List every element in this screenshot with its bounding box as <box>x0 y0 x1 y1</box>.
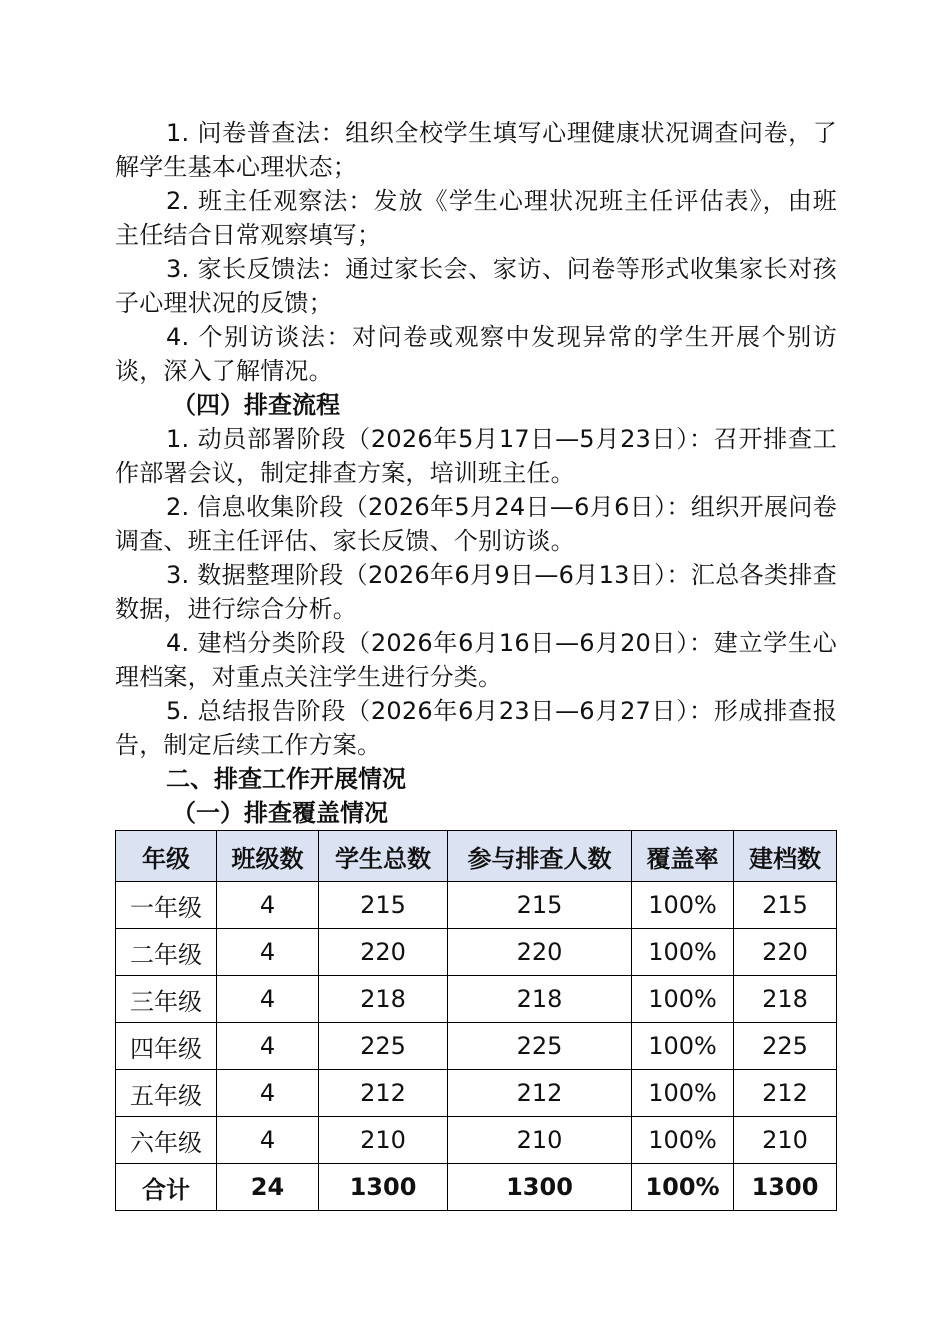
header-grade: 年级 <box>116 831 217 882</box>
cell-grade: 五年级 <box>116 1070 217 1117</box>
total-class-count: 24 <box>217 1164 319 1211</box>
total-participants: 1300 <box>448 1164 632 1211</box>
cell-files: 215 <box>734 882 837 929</box>
cell-grade: 一年级 <box>116 882 217 929</box>
table-total-row <box>116 1164 837 1211</box>
cell-participants: 210 <box>448 1117 632 1164</box>
header-class-count: 班级数 <box>217 831 319 882</box>
cell-coverage-rate: 100% <box>632 929 734 976</box>
cell-coverage-rate: 100% <box>632 882 734 929</box>
cell-files: 218 <box>734 976 837 1023</box>
cell-grade: 二年级 <box>116 929 217 976</box>
method-item-1: 1. 问卷普查法：组织全校学生填写心理健康状况调查问卷，了解学生基本心理状态； <box>115 119 837 181</box>
coverage-table <box>115 830 837 1211</box>
cell-student-total: 210 <box>319 1117 448 1164</box>
process-step-5: 5. 总结报告阶段（2026年6月23日—6月27日）：形成排查报告，制定后续工作方案。 <box>115 697 837 759</box>
table-row <box>116 976 837 1023</box>
cell-participants: 212 <box>448 1070 632 1117</box>
method-item-3: 3. 家长反馈法：通过家长会、家访、问卷等形式收集家长对孩子心理状况的反馈； <box>115 255 837 317</box>
cell-class-count: 4 <box>217 1070 319 1117</box>
process-step-3: 3. 数据整理阶段（2026年6月9日—6月13日）：汇总各类排查数据，进行综合分析。 <box>115 561 837 623</box>
process-step-2: 2. 信息收集阶段（2026年5月24日—6月6日）：组织开展问卷调查、班主任评估、家长反馈、个别访谈。 <box>115 493 837 555</box>
cell-files: 210 <box>734 1117 837 1164</box>
header-coverage-rate: 覆盖率 <box>632 831 734 882</box>
method-item-2: 2. 班主任观察法：发放《学生心理状况班主任评估表》，由班主任结合日常观察填写； <box>115 187 837 249</box>
table-row <box>116 929 837 976</box>
cell-coverage-rate: 100% <box>632 976 734 1023</box>
cell-files: 225 <box>734 1023 837 1070</box>
cell-participants: 215 <box>448 882 632 929</box>
table-row <box>116 1117 837 1164</box>
table-header-row <box>116 831 837 882</box>
cell-files: 220 <box>734 929 837 976</box>
method-item-4: 4. 个别访谈法：对问卷或观察中发现异常的学生开展个别访谈，深入了解情况。 <box>115 323 837 385</box>
cell-student-total: 212 <box>319 1070 448 1117</box>
cell-participants: 225 <box>448 1023 632 1070</box>
cell-coverage-rate: 100% <box>632 1117 734 1164</box>
total-label: 合计 <box>116 1164 217 1211</box>
cell-participants: 218 <box>448 976 632 1023</box>
header-student-total: 学生总数 <box>319 831 448 882</box>
cell-grade: 四年级 <box>116 1023 217 1070</box>
cell-class-count: 4 <box>217 929 319 976</box>
cell-coverage-rate: 100% <box>632 1023 734 1070</box>
cell-student-total: 218 <box>319 976 448 1023</box>
section-heading-process: （四）排查流程 <box>172 391 340 419</box>
process-step-1: 1. 动员部署阶段（2026年5月17日—5月23日）：召开排查工作部署会议，制定排查方案，培训班主任。 <box>115 425 837 487</box>
cell-files: 212 <box>734 1070 837 1117</box>
cell-grade: 三年级 <box>116 976 217 1023</box>
part-heading-status: 二、排查工作开展情况 <box>166 765 406 793</box>
cell-class-count: 4 <box>217 882 319 929</box>
process-step-4: 4. 建档分类阶段（2026年6月16日—6月20日）：建立学生心理档案，对重点关注学生进行分类。 <box>115 629 837 691</box>
total-coverage-rate: 100% <box>632 1164 734 1211</box>
header-files: 建档数 <box>734 831 837 882</box>
total-student-total: 1300 <box>319 1164 448 1211</box>
cell-participants: 220 <box>448 929 632 976</box>
cell-grade: 六年级 <box>116 1117 217 1164</box>
cell-class-count: 4 <box>217 976 319 1023</box>
cell-class-count: 4 <box>217 1117 319 1164</box>
cell-student-total: 215 <box>319 882 448 929</box>
table-row <box>116 1023 837 1070</box>
document-body <box>115 116 837 1211</box>
total-files: 1300 <box>734 1164 837 1211</box>
header-participants: 参与排查人数 <box>448 831 632 882</box>
cell-student-total: 225 <box>319 1023 448 1070</box>
cell-class-count: 4 <box>217 1023 319 1070</box>
table-row <box>116 1070 837 1117</box>
cell-student-total: 220 <box>319 929 448 976</box>
cell-coverage-rate: 100% <box>632 1070 734 1117</box>
section-heading-coverage: （一）排查覆盖情况 <box>172 799 388 827</box>
table-row <box>116 882 837 929</box>
